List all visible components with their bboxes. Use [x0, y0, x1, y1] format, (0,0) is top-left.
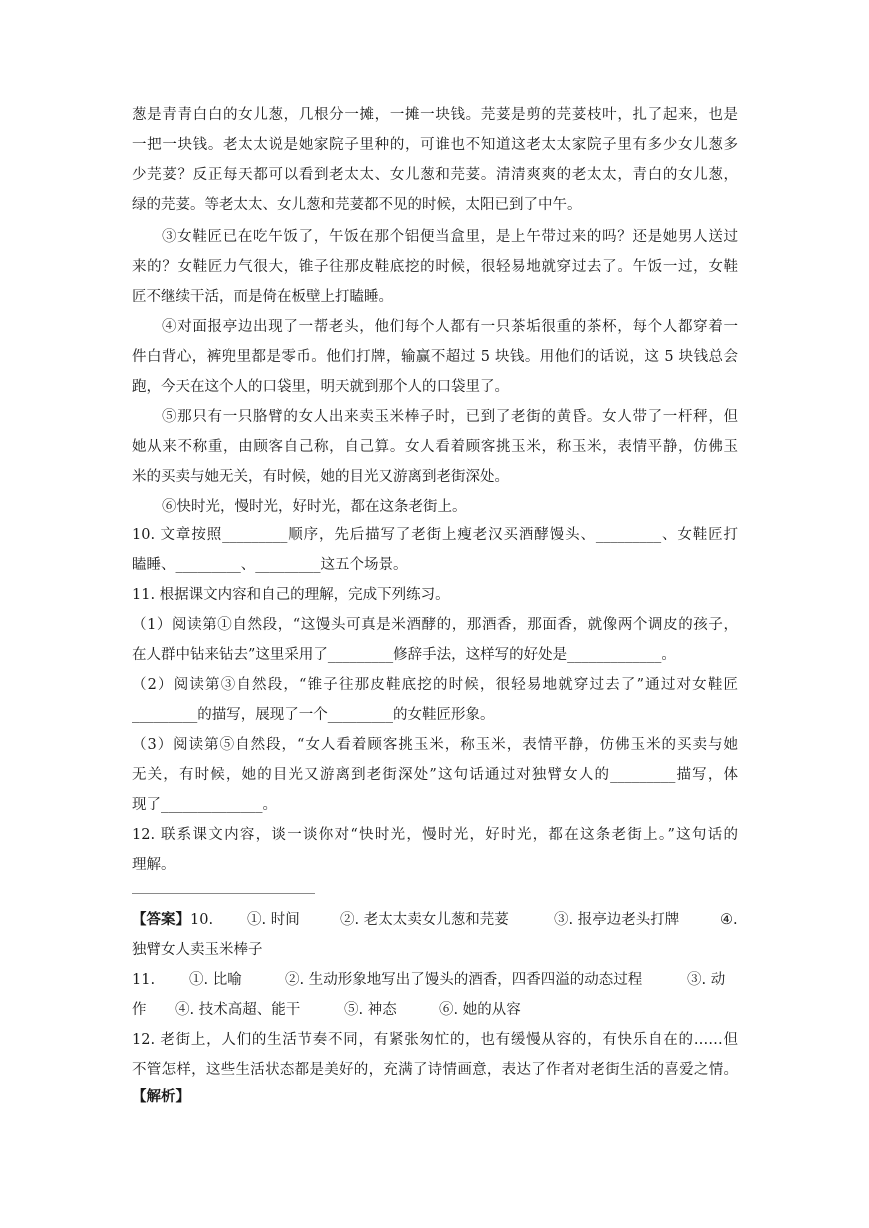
passage-line: 绿的芫荽。等老太太、女儿葱和芫荽都不见的时候，太阳已到了中午。 [132, 197, 582, 213]
answer-10-item: ①. 时间 [247, 912, 300, 928]
passage-line: 件白背心，裤兜里都是零币。他们打牌，输赢不超过 5 块钱。用他们的话说，这 5 块钱总会 [132, 349, 738, 365]
passage-line: 来的？女鞋匠力气很大，锥子往那皮鞋底挖的时候，很轻易地就穿过去了。午饭一过，女鞋 [132, 259, 738, 275]
passage-line: 匠不继续干活，而是倚在板壁上打瞌睡。 [132, 289, 393, 305]
question-11-title: 11. 根据课文内容和自己的理解，完成下列练习。 [132, 587, 450, 603]
answer-10-line [132, 905, 738, 935]
answer-11-item: ⑤. 神态 [344, 1002, 397, 1018]
passage-line: 跑，今天在这个人的口袋里，明天就到那个人的口袋里了。 [132, 379, 509, 395]
passage-line: 米的买卖与她无关，有时候，她的目光又游离到老街深处。 [132, 469, 509, 485]
passage-line: 一把一块钱。老太太说是她家院子里种的，可谁也不知道这老太太家院子里有多少女儿葱多 [132, 137, 738, 153]
answer-11-item: ⑥. 她的从容 [439, 1002, 521, 1018]
passage-line: 少芫荽？反正每天都可以看到老太太、女儿葱和芫荽。清清爽爽的老太太，青白的女儿葱， [132, 167, 738, 183]
answer-10-item: ③. 报亭边老头打牌 [554, 912, 680, 928]
separator-line [132, 893, 315, 894]
question-10-cont: 瞌睡、_________、_________这五个场景。 [132, 557, 408, 573]
question-11-3-cont: 无关，有时候，她的目光又游离到老街深处”这句话通过对独臂女人的_________描写，体 [132, 767, 738, 783]
answer-11-item: 作 [132, 1002, 147, 1018]
answer-11-num: 11. [132, 972, 156, 988]
answer-label: 【答案】 [132, 911, 190, 928]
answer-11-item: ④. 技术高超、能干 [175, 1002, 301, 1018]
passage-line: ⑥快时光，慢时光，好时光，都在这条老街上。 [162, 499, 467, 515]
question-11-1-cont: 在人群中钻来钻去”这里采用了_________修辞手法，这样写的好处是_____________。 [132, 647, 676, 663]
answer-11-line-2 [132, 995, 738, 1025]
passage-line: ⑤那只有一只胳臂的女人出来卖玉米棒子时，已到了老街的黄昏。女人带了一杆秤，但 [162, 409, 738, 425]
answer-11-line [132, 965, 738, 995]
question-10: 10. 文章按照_________顺序，先后描写了老街上瘦老汉买酒酵馒头、_________、女鞋匠打 [132, 527, 738, 543]
passage-line: ④对面报亭边出现了一帮老头，他们每个人都有一只茶垢很重的茶杯，每个人都穿着一 [162, 319, 738, 335]
answer-10-cont: 独臂女人卖玉米棒子 [132, 942, 263, 958]
question-11-3: （3）阅读第⑤自然段，“女人看着顾客挑玉米，称玉米，表情平静，仿佛玉米的买卖与她 [132, 737, 738, 753]
question-11-3-cont: 现了______________。 [132, 797, 277, 813]
question-11-2: （2）阅读第③自然段，“锥子往那皮鞋底挖的时候，很轻易地就穿过去了”通过对女鞋匠 [132, 677, 738, 693]
answer-11-item: ②. 生动形象地写出了馒头的酒香，四香四溢的动态过程 [285, 972, 643, 988]
question-11-2-cont: _________的描写，展现了一个_________的女鞋匠形象。 [132, 707, 495, 723]
passage-line: ③女鞋匠已在吃午饭了，午饭在那个铝便当盒里，是上午带过来的吗？还是她男人送过 [162, 229, 738, 245]
passage-line: 她从来不称重，由顾客自己称，自己算。女人看着顾客挑玉米，称玉米，表情平静，仿佛玉 [132, 439, 738, 455]
answer-12-cont: 不管怎样，这些生活状态都是美好的，充满了诗情画意，表达了作者对老街生活的喜爱之情。 [132, 1062, 738, 1078]
analysis-label: 【解析】 [132, 1088, 190, 1105]
question-12-cont: 理解。 [132, 857, 176, 873]
answer-12: 12. 老街上，人们的生活节奏不同，有紧张匆忙的，也有缓慢从容的，有快乐自在的……但 [132, 1032, 738, 1048]
answer-11-item: ③. 动 [687, 972, 726, 988]
passage-line: 葱是青青白白的女儿葱，几根分一摊，一摊一块钱。芫荽是剪的芫荽枝叶，扎了起来，也是 [132, 107, 738, 123]
question-11-1: （1）阅读第①自然段，“这馒头可真是米酒酵的，那酒香，那面香，就像两个调皮的孩子， [132, 617, 738, 633]
question-12: 12. 联系课文内容，谈一谈你对“快时光，慢时光，好时光，都在这条老街上。”这句话的 [132, 827, 738, 843]
answer-10-item: ②. 老太太卖女儿葱和芫荽 [340, 912, 509, 928]
answer-10-num: 10. [190, 912, 214, 928]
answer-11-item: ①. 比喻 [189, 972, 242, 988]
answer-10-item: ④. [720, 912, 738, 928]
